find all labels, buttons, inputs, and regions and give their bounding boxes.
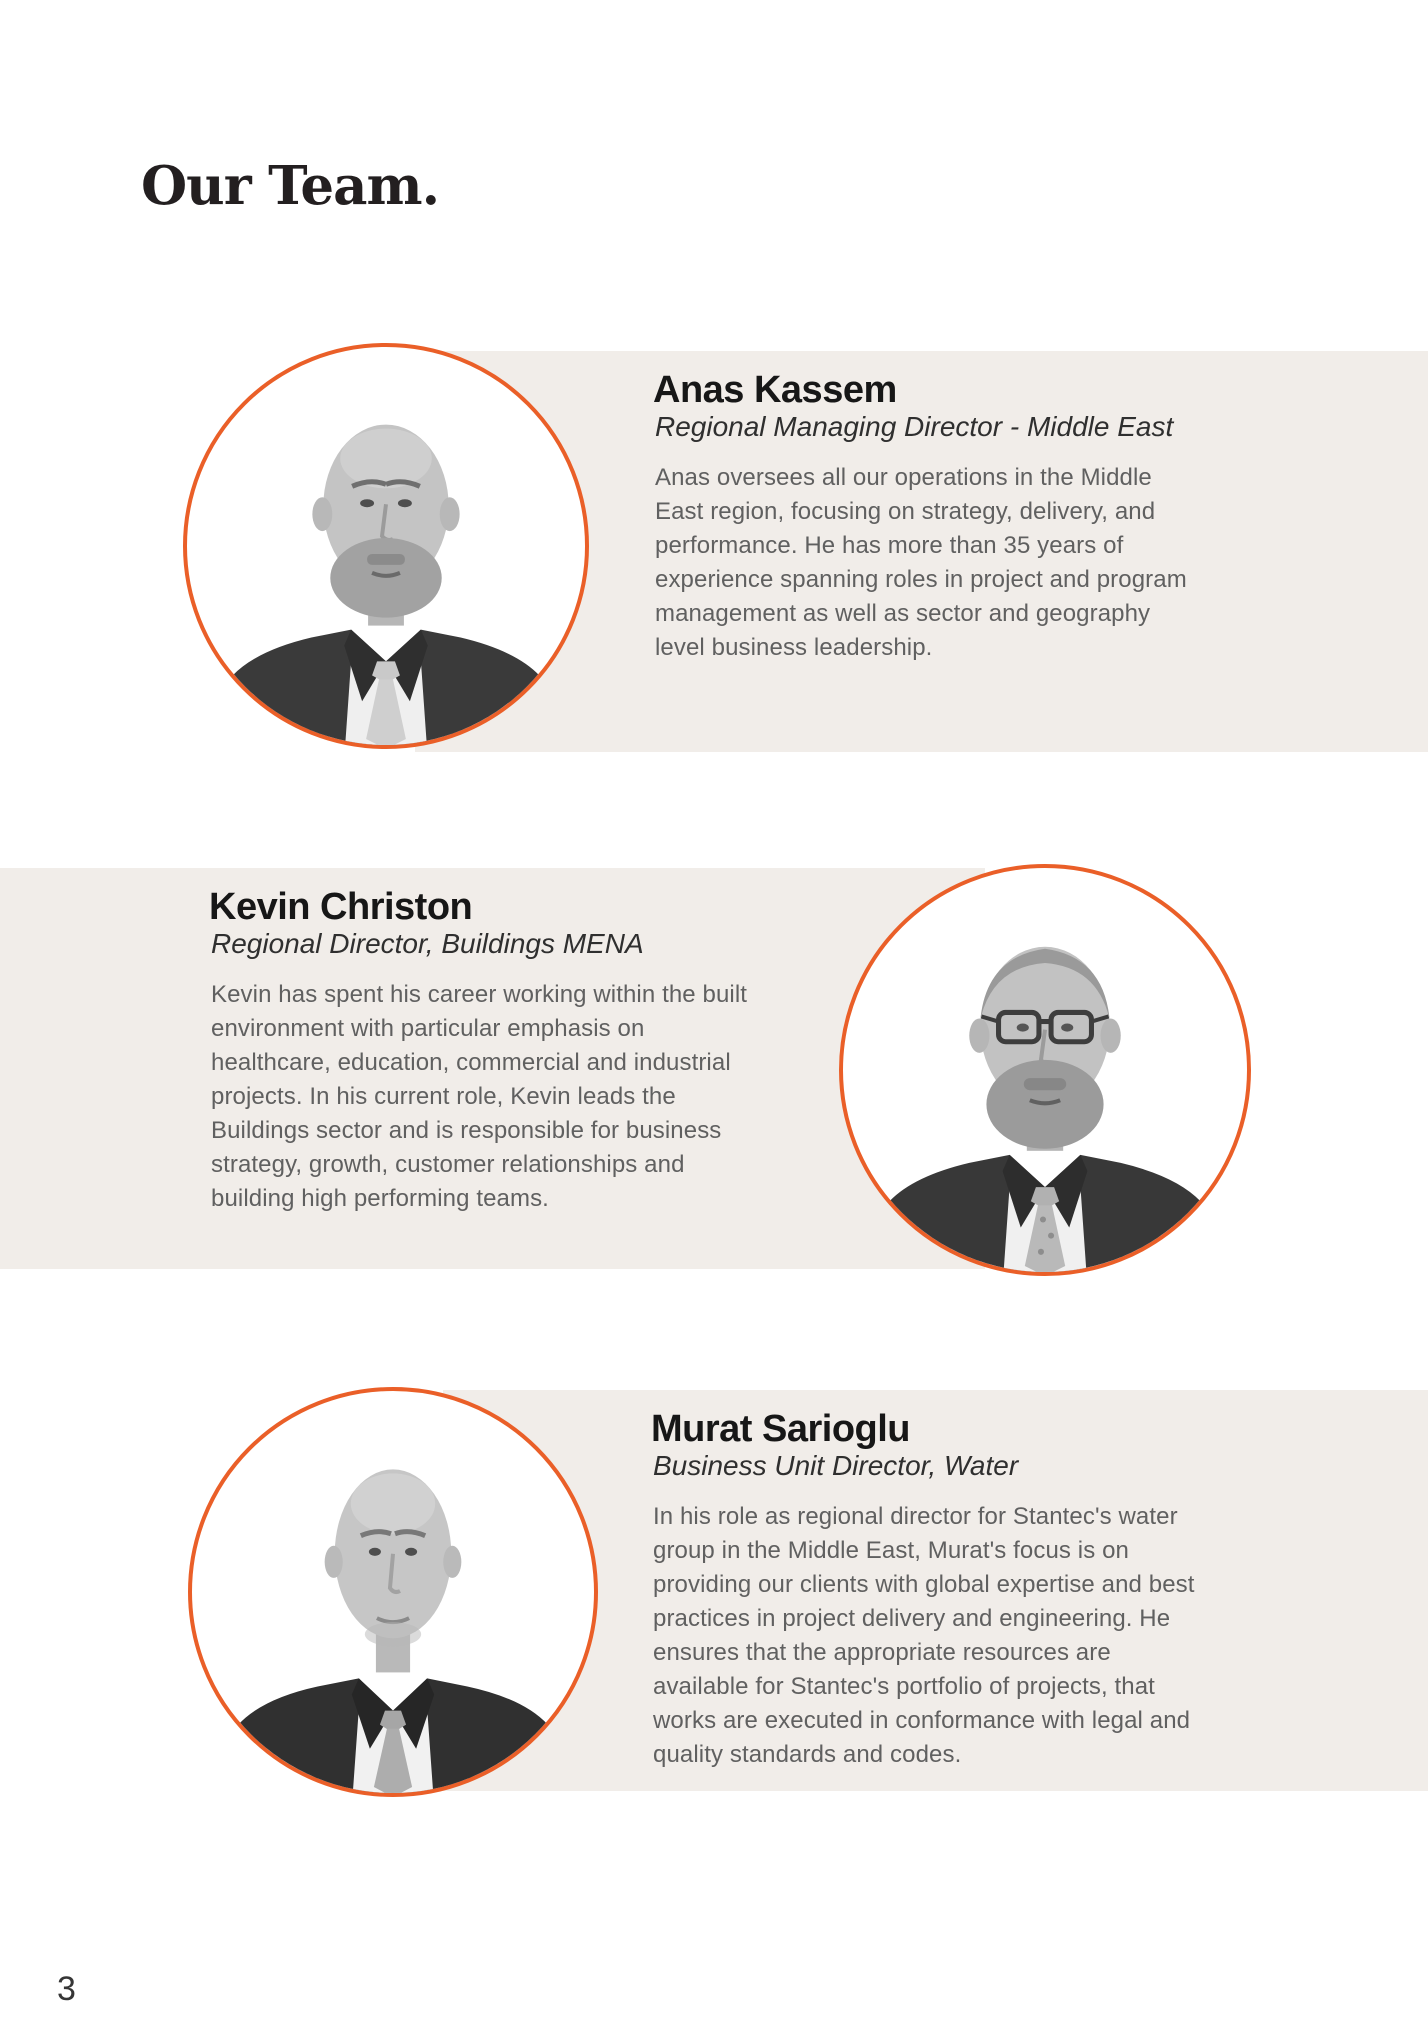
portrait-photo — [187, 347, 585, 745]
member-name: Murat Sarioglu — [651, 1408, 911, 1450]
member-role: Regional Managing Director - Middle East — [655, 411, 1174, 442]
portrait-photo — [843, 868, 1247, 1272]
member-bio: Kevin has spent his career working within the built environment with particular emphasis on healthcare, education, commercial and industrial projects. In his current role, Kevin leads the Buildings sector and is responsible for business strategy, growth, customer relationships and building high performing teams. — [211, 981, 748, 1212]
member-role: Business Unit Director, Water — [653, 1450, 1019, 1481]
portrait-photo-frame — [188, 1387, 598, 1797]
member-bio: Anas oversees all our operations in the Middle East region, focusing on strategy, delivery, and performance. He has more than 35 years of experience spanning roles in project and program management as well as sector and geography level business leadership. — [655, 464, 1187, 661]
member-name: Anas Kassem — [653, 369, 897, 411]
portrait-photo — [192, 1391, 594, 1793]
member-bio: In his role as regional director for Stantec's water group in the Middle East, Murat's focus is on providing our clients with global expertise and best practices in project delivery and engineering. He ensures that the appropriate resources are available for Stantec's portfolio of projects, that works are executed in conformance with legal and quality standards and codes. — [653, 1503, 1195, 1768]
portrait-photo-frame — [183, 343, 589, 749]
page-number: 3 — [57, 1970, 76, 2008]
member-role: Regional Director, Buildings MENA — [211, 928, 644, 959]
page-title: Our Team. — [141, 154, 440, 217]
portrait-photo-frame — [839, 864, 1251, 1276]
member-name: Kevin Christon — [209, 886, 473, 928]
